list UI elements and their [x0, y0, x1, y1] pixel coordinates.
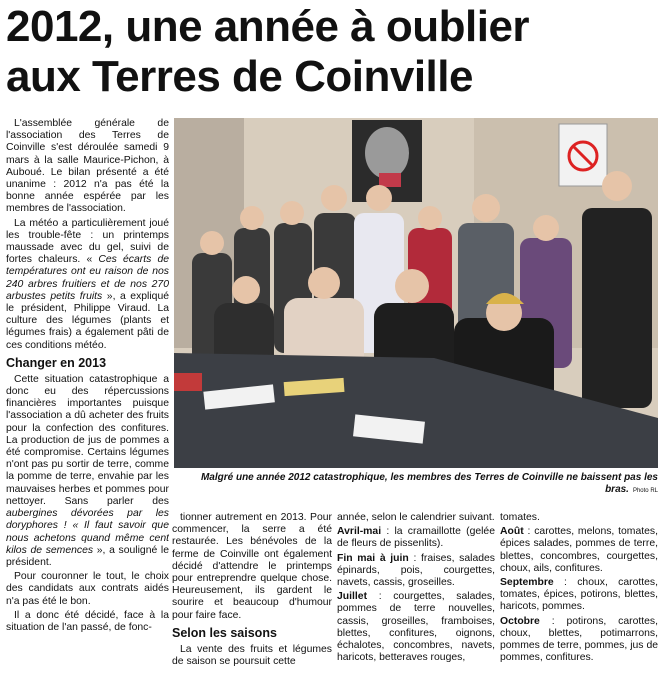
group-photo [174, 118, 658, 468]
calendar-intro: année, selon le calendrier suivant. [337, 512, 495, 523]
calendar-item-octobre: Octobre : potirons, carottes, choux, blettes, potimarrons, pommes de terre, pommes, jus de pommes, confitures. [500, 615, 658, 664]
article-headline [6, 2, 656, 102]
article-column-1 [6, 118, 169, 675]
intro-paragraph: L'assemblée générale de l'association des Terres de Coinville s'est déroulée samedi 9 mars à la salle Maurice-Pichon, à Auboué. Le bilan présenté a été unanime : 2012 n'a pas été la bonne année espérée par les membres de l'association. [6, 118, 169, 215]
article-column-3 [337, 512, 495, 675]
decision-paragraph: Il a donc été décidé, face à la situation de l'an passé, de fonc- [6, 609, 169, 633]
calendar-item-juillet: Juillet : courgettes, salades, pommes de terre nouvelles, cassis, groseilles, framboises, blettes, confitures, oignons, échalotes, concombres, navets, haricots, betteraves rouges, [337, 591, 495, 664]
president-quote: Ces écarts de températures ont eu raison de nos 240 arbres fruitiers et de nos 270 arbustes petits fruits [6, 254, 169, 302]
group-photo-illustration [174, 118, 658, 468]
photo-caption [174, 472, 658, 497]
vente-paragraph: La vente des fruits et légumes de saison se poursuit cette [172, 643, 332, 668]
headline-line-2: aux Terres de Coinville [6, 52, 473, 101]
calendar-item-juillet-end: tomates. [500, 512, 540, 523]
article-column-4 [500, 512, 658, 675]
subhead-changer: Changer en 2013 [6, 355, 107, 370]
contrats-paragraph: Pour couronner le tout, le choix des candidats aux contrats aidés n'a pas été le bon. [6, 571, 169, 607]
calendar-item-avril: Avril-mai : la cramaillotte (gelée de fleurs de pissenlits). [337, 526, 495, 550]
situation-paragraph: Cette situation catastrophique a donc eu des répercussions financières importantes puisque l'association a dû acheter des fruits pour la confection des confitures. La production de jus de pommes a été compromise. Certains légumes n'ont pas pu sortir de terre, comme la pomme de terre, envahie par les mauvaises herbes et pommes pour nettoyer. Sans parler des aubergines dévorées par les doryphores ! « Il faut savoir que nous achetons quand même cent kilos de semences », a souligné le président. [6, 373, 169, 568]
semences-quote: aubergines dévorées par les doryphores ! « Il faut savoir que nous achetons quand même cent kilos de semences [6, 508, 169, 556]
article-column-2 [172, 512, 332, 675]
photo-caption-text: Malgré une année 2012 catastrophique, les membres des Terres de Coinville ne baissent pas les bras. [200, 472, 658, 495]
continuation-paragraph: tionner autrement en 2013. Pour commencer, la serre a été restaurée. Les bénévoles de la ferme de Coinville ont également décidé d'attendre le printemps pour entreprendre quelque chose. Heureusement, ils gardent le sourire et beaucoup d'humour pour faire face. [172, 512, 332, 621]
calendar-item-aout: Août : carottes, melons, tomates, épices salades, pommes de terre, blettes, concombres, courgettes, choux, ails, confitures. [500, 526, 658, 574]
headline-line-1: 2012, une année à oublier [6, 2, 530, 51]
calendar-item-septembre: Septembre : choux, carottes, tomates, épices, potirons, blettes, haricots, pommes. [500, 577, 658, 613]
calendar-item-fin-mai: Fin mai à juin : fraises, salades épinards, pois, courgettes, navets, cassis, groseilles. [337, 552, 495, 589]
subhead-saisons: Selon les saisons [172, 625, 277, 640]
photo-credit: Photo RL [632, 488, 658, 494]
weather-paragraph: La météo a particulièrement joué les trouble-fête : un printemps maussade avec du gel, suivi de fortes chaleurs. « Ces écarts de températures ont eu raison de nos 240 arbres fruitiers et de nos 270 arbustes petits fruits », a expliqué le président, Philippe Viraud. La culture des légumes (plants et légumes frais) a également pâti de ces conditions météo. [6, 217, 169, 351]
